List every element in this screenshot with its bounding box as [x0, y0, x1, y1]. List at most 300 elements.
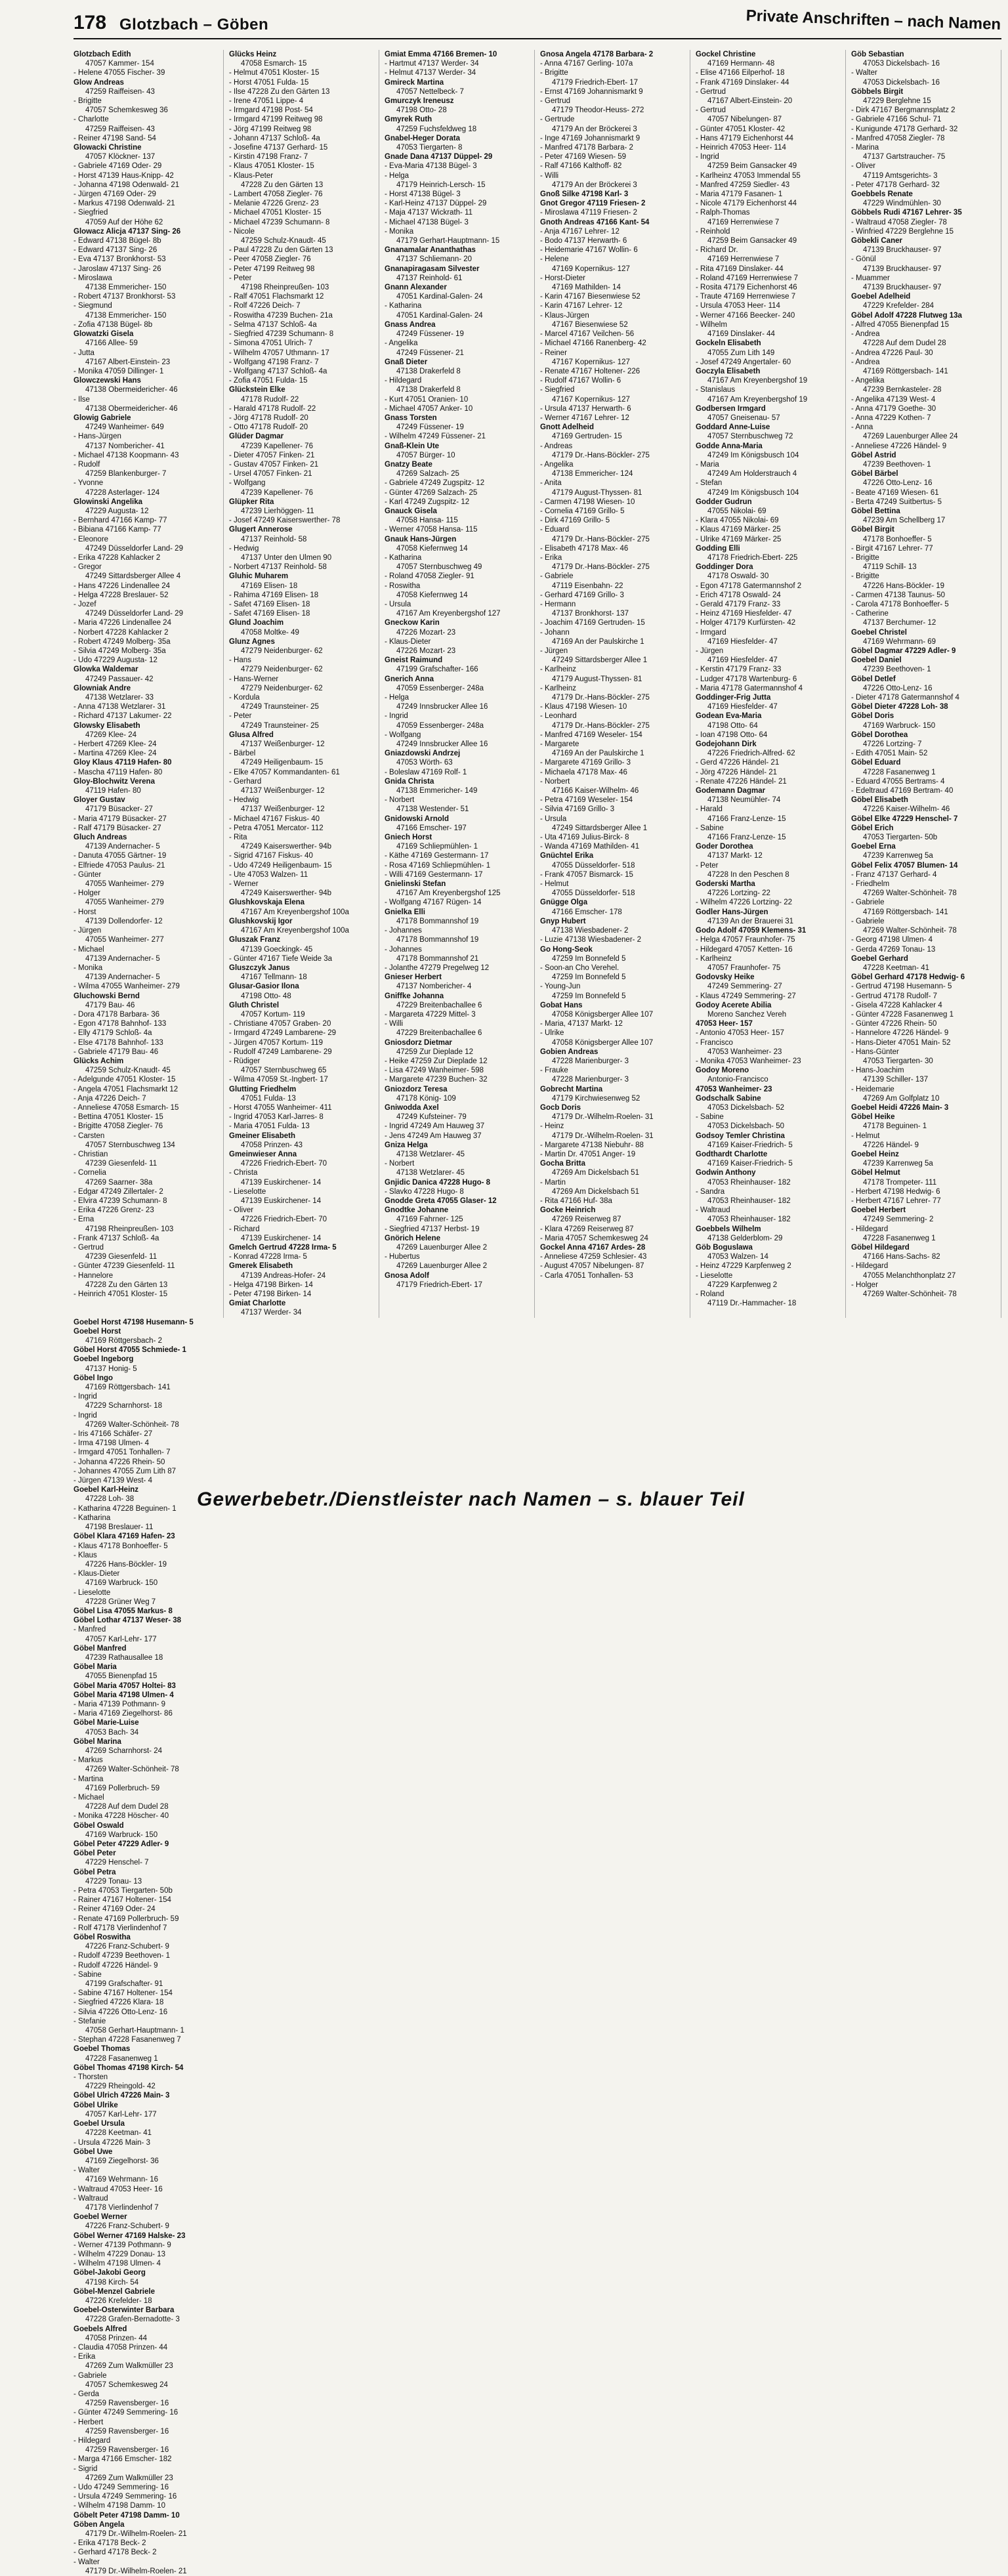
entry-name: Göbel Oswald: [74, 1821, 124, 1830]
directory-entry: [540, 171, 687, 190]
directory-entry: [851, 161, 998, 180]
directory-entry: [385, 1252, 532, 1271]
directory-entry: [74, 395, 220, 413]
directory-entry: [229, 898, 376, 916]
entry-name: - Karin 47167 Lehrer- 12: [540, 302, 623, 310]
entry-name: Goddinger Dora: [696, 563, 753, 572]
directory-entry: [540, 497, 687, 507]
directory-entry: [229, 1290, 376, 1299]
directory-entry: [74, 2492, 221, 2501]
entry-name: - Heidemarie 47167 Wollin- 6: [540, 246, 638, 255]
entry-address: 47178 Bommannshof 21: [396, 954, 479, 963]
entry-name: - Ingrid 47053 Karl-Jarres- 8: [229, 1113, 324, 1122]
entry-address: 47169 Warbruck- 150: [85, 1830, 158, 1839]
entry-name: - Ute 47053 Walzen- 11: [229, 870, 308, 879]
entry-address: 47139 Bruckhauser- 97: [863, 264, 942, 273]
directory-entry: [74, 1392, 221, 1410]
entry-name: - Erika: [540, 553, 562, 562]
entry-address: 47169 Hermann- 48: [707, 60, 775, 68]
entry-address: 47179 An der Bröckerei 3: [552, 180, 637, 189]
directory-entry: [540, 50, 687, 59]
entry-name: Goebel Karl-Heinz: [74, 1486, 139, 1494]
directory-entry: [74, 1951, 221, 1960]
directory-entry: [74, 1057, 220, 1075]
directory-entry: [74, 1187, 220, 1196]
entry-name: - Hannelore 47226 Händel- 9: [851, 1029, 949, 1038]
entry-address: 47169 Röttgersbach- 2: [85, 1337, 162, 1345]
entry-name: - Monika 47228 Höscher- 40: [74, 1812, 169, 1821]
directory-entry: [851, 358, 998, 376]
directory-entry: [851, 730, 998, 749]
directory-entry: [540, 600, 687, 618]
directory-entry: [229, 1206, 376, 1224]
entry-address: 47138 Emmericher- 150: [85, 284, 167, 292]
directory-entry: [851, 190, 998, 208]
entry-name: Göbel-Jakobi Georg: [74, 2269, 146, 2277]
entry-address: 47249 Semmering- 2: [863, 1215, 934, 1224]
directory-entry: [540, 329, 687, 339]
directory-entry: [229, 301, 376, 310]
entry-name: - Oliver: [851, 162, 876, 171]
entry-name: - Christian: [74, 1150, 108, 1158]
directory-entry: [696, 1131, 843, 1150]
entry-address: 47269 Walter-Schönheit- 78: [863, 889, 957, 898]
entry-address: 47059 Auf der Höhe 62: [85, 218, 163, 226]
directory-entry: [540, 348, 687, 367]
entry-name: - Katharina: [385, 302, 422, 310]
directory-entry: [74, 562, 220, 581]
directory-entry: [540, 507, 687, 516]
entry-address: 47053 Rheinhauser- 182: [707, 1178, 791, 1187]
directory-entry: [385, 1057, 532, 1066]
entry-address: 47179 Dr.-Wilhelm-Roelen- 21: [85, 2567, 187, 2575]
entry-name: - Claudia 47058 Prinzen- 44: [74, 2343, 168, 2352]
entry-address: 47051 Kardinal-Galen- 24: [396, 293, 483, 301]
directory-entry: [385, 525, 532, 534]
directory-entry: [540, 1225, 687, 1234]
directory-entry: [851, 320, 998, 329]
directory-entry: [385, 442, 532, 460]
entry-name: - Maria 47179 Büsacker- 27: [74, 814, 167, 823]
entry-name: - Cornelia: [74, 1169, 106, 1177]
entry-address: 47249 Wanheimer- 649: [85, 423, 164, 432]
directory-entry: [696, 1271, 843, 1290]
directory-entry: [74, 227, 220, 236]
entry-name: - Hans-Günter: [851, 1047, 899, 1056]
entry-name: - Dirk 47169 Grillo- 5: [540, 517, 610, 525]
entry-address: 47179 Friedrich-Ebert- 17: [396, 1280, 483, 1289]
directory-entry: [851, 1280, 998, 1299]
directory-entry: [74, 1439, 221, 1448]
entry-name: - Waltraud 47058 Ziegler- 78: [851, 218, 947, 226]
entry-address: 47057 Gneisenau- 57: [707, 413, 780, 422]
entry-name: - Sigrid 47167 Fiskus- 40: [229, 852, 313, 860]
entry-name: - Josef 47249 Kaiserswerther- 78: [229, 517, 341, 525]
directory-entry: [229, 1019, 376, 1028]
entry-name: - Gerda: [74, 2390, 99, 2398]
directory-entry: [229, 1299, 376, 1317]
directory-entry: [851, 1206, 998, 1224]
entry-address: 47228 Keetman- 41: [863, 963, 930, 972]
entry-name: Gneist Raimund: [385, 656, 443, 665]
entry-name: - Hans-Werner: [229, 675, 279, 683]
directory-entry: [74, 1905, 221, 1914]
directory-entry: [74, 908, 220, 926]
entry-address: 47057 Schemkesweg 36: [85, 106, 168, 115]
directory-entry: [229, 954, 376, 963]
directory-entry: [385, 1131, 532, 1141]
directory-entry: [385, 1038, 532, 1057]
directory-entry: [851, 423, 998, 441]
entry-address: 47239 Am Schellberg 17: [863, 517, 946, 525]
entry-name: - Irma 47198 Ulmen- 4: [74, 1439, 150, 1448]
directory-entry: [696, 730, 843, 740]
directory-entry: [74, 926, 220, 944]
directory-entry: [74, 525, 220, 534]
entry-name: - Reinhold: [696, 227, 730, 236]
directory-entry: [696, 87, 843, 106]
directory-entry: [696, 935, 843, 944]
entry-name: Goebel Horst 47198 Husemann- 5: [74, 1318, 194, 1326]
directory-entry: [229, 255, 376, 264]
entry-address: 47119 Amtsgerichts- 3: [863, 171, 938, 180]
entry-name: - Rosa 47169 Schliepmühlen- 1: [385, 861, 491, 870]
directory-entry: [696, 908, 843, 926]
entry-name: - Ralph-Thomas: [696, 209, 750, 217]
entry-name: - Maria, 47137 Markt- 12: [540, 1020, 623, 1028]
directory-entry: [74, 2101, 221, 2119]
entry-address: 47167 Tellmann- 18: [241, 973, 307, 982]
entry-name: - Johannes: [385, 927, 422, 935]
entry-address: 47057 Schemkesweg 24: [85, 2380, 168, 2389]
entry-name: Glushkovskij Igor: [229, 917, 293, 925]
directory-entry: [851, 236, 998, 255]
entry-name: - Franz 47137 Gerhard- 4: [851, 870, 937, 879]
entry-address: 47249 Am Holderstrauch 4: [707, 470, 797, 478]
entry-name: - Johanna 47198 Odenwald- 21: [74, 180, 180, 189]
directory-entry: [696, 1290, 843, 1308]
directory-entry: [74, 264, 220, 274]
entry-address: 47137 Berchumer- 12: [863, 619, 936, 627]
directory-entry: [696, 1066, 843, 1084]
directory-entry: [229, 78, 376, 87]
directory-entry: [74, 199, 220, 208]
entry-name: - Werner 47058 Hansa- 115: [385, 526, 478, 534]
directory-entry: [851, 1066, 998, 1084]
entry-name: - Gertrud 47178 Rudolf- 7: [851, 992, 938, 1000]
entry-name: - Muammer: [851, 274, 890, 282]
directory-entry: [229, 637, 376, 656]
directory-entry: [696, 301, 843, 310]
directory-entry: [540, 1206, 687, 1224]
entry-name: - Peter 47178 Gerhard- 32: [851, 180, 940, 189]
entry-name: - Martina 47269 Klee- 24: [74, 750, 157, 758]
directory-entry: [851, 591, 998, 600]
directory-entry: [74, 1168, 220, 1187]
directory-entry: [74, 656, 220, 665]
directory-entry: [540, 199, 687, 208]
entry-name: - Michael 47138 Bügel- 3: [385, 218, 469, 226]
directory-entry: [696, 339, 843, 357]
entry-name: - Wilma 47055 Wanheimer- 279: [74, 982, 180, 991]
entry-name: - Marina: [851, 144, 879, 152]
directory-entry: [540, 1085, 687, 1103]
directory-column: [540, 50, 690, 1318]
directory-entry: [74, 1215, 220, 1233]
entry-name: - Monika: [385, 227, 414, 236]
entry-address: 47138 Gelderblom- 29: [707, 1234, 783, 1242]
entry-name: - Werner 47139 Pothmann- 9: [74, 2241, 171, 2249]
entry-name: - Richard Dr.: [696, 246, 738, 255]
directory-entry: [74, 2352, 221, 2371]
entry-address: Moreno Sanchez Vereh: [707, 1010, 787, 1019]
directory-entry: [696, 292, 843, 301]
entry-address: 47178 König- 109: [396, 1094, 456, 1103]
entry-address: 47249 Traunsteiner- 25: [241, 703, 319, 711]
directory-entry: [385, 861, 532, 870]
entry-name: - Günter 47269 Salzach- 25: [385, 488, 478, 497]
entry-name: - Gertrude: [540, 116, 575, 124]
entry-name: - Dieter 47057 Finken- 21: [229, 451, 315, 459]
entry-address: 47179 Dr.-Wilhelm-Roelen- 31: [552, 1113, 654, 1122]
entry-name: Goebbels Wilhelm: [696, 1225, 761, 1233]
entry-name: Gniech Horst: [385, 834, 432, 842]
entry-name: Goebels Alfred: [74, 2325, 127, 2333]
directory-entry: [74, 1318, 221, 1327]
entry-name: - Hans-Joachim: [851, 1066, 904, 1075]
entry-address: 47249 Füssener- 19: [396, 330, 464, 339]
entry-name: Göbel Peter: [74, 1849, 116, 1858]
entry-name: - Norbert 47137 Reinhold- 58: [229, 563, 327, 572]
entry-address: 47229 Krefelder- 284: [863, 302, 934, 310]
entry-address: 47259 Raiffeisen- 43: [85, 87, 155, 96]
entry-name: - Otto 47178 Rudolf- 20: [229, 423, 308, 432]
directory-entry: [540, 208, 687, 217]
entry-address: 47055 Wanheimer- 279: [85, 880, 164, 889]
directory-entry: [385, 96, 532, 115]
entry-address: 47058 Esmarch- 15: [241, 60, 307, 68]
entry-address: 47228 Loh- 38: [85, 1495, 135, 1504]
entry-name: Gnyp Hubert: [540, 917, 586, 925]
directory-entry: [74, 1476, 221, 1485]
entry-name: - Michael: [74, 1793, 104, 1802]
directory-entry: [540, 1243, 687, 1252]
entry-name: - Norbert 47228 Kahlacker 2: [74, 628, 169, 637]
directory-entry: [540, 516, 687, 525]
directory-entry: [540, 59, 687, 68]
entry-address: 47259 Beim Gansacker 49: [707, 162, 797, 171]
entry-address: 47137 Reinhold- 61: [396, 274, 463, 282]
directory-entry: [74, 1811, 221, 1821]
directory-entry: [385, 870, 532, 879]
entry-name: Göbel Maria 47198 Ulmen- 4: [74, 1691, 174, 1699]
entry-address: 47178 Trompeter- 111: [863, 1178, 937, 1187]
directory-entry: [851, 1225, 998, 1243]
entry-name: Göbel Bärbel: [851, 470, 898, 478]
entry-name: - Gregor: [74, 563, 102, 572]
entry-address: 47229 Augusta- 12: [85, 507, 149, 515]
entry-address: 47138 Emmericher- 149: [396, 787, 478, 795]
entry-address: 47239 Beethoven- 1: [863, 460, 931, 469]
entry-address: 47058 Königsberger Allee 107: [552, 1010, 654, 1019]
directory-entry: [74, 1196, 220, 1206]
entry-name: - Walter: [74, 2166, 100, 2175]
directory-entry: [540, 161, 687, 171]
entry-address: 47138 Westender- 51: [396, 805, 469, 814]
entry-address: 47269 Walter-Schönheit- 78: [863, 927, 957, 935]
entry-name: Glusar-Gasior Ilona: [229, 982, 299, 991]
entry-name: Gocha Britta: [540, 1160, 586, 1168]
directory-entry: [74, 78, 220, 96]
directory-entry: [540, 525, 687, 543]
directory-entry: [385, 535, 532, 553]
entry-name: - Irmgard 47198 Post- 54: [229, 106, 313, 115]
entry-name: - Sandra: [696, 1187, 725, 1196]
directory-entry: [385, 945, 532, 963]
directory-entry: [74, 2548, 221, 2557]
directory-entry: [385, 376, 532, 394]
entry-name: Gniazdowski Andrzej: [385, 750, 461, 758]
entry-name: Godde Anna-Maria: [696, 442, 763, 450]
directory-entry: [385, 553, 532, 572]
directory-entry: [74, 1271, 220, 1290]
entry-name: - Jürgen: [696, 647, 724, 655]
entry-name: - Zofia 47138 Bügel- 8b: [74, 320, 153, 329]
entry-name: - Udo 47249 Heiligenbaum- 15: [229, 861, 332, 870]
entry-name: Gnidowski Arnold: [385, 814, 449, 823]
entry-address: 47059 Essenberger- 248a: [396, 684, 484, 692]
directory-entry: [385, 190, 532, 199]
entry-name: - Helmut: [540, 880, 569, 889]
entry-address: 47139 Euskirchener- 14: [241, 1178, 322, 1187]
directory-entry: [74, 1700, 221, 1709]
entry-address: 47137 Honig- 5: [85, 1364, 137, 1373]
directory-entry: [229, 656, 376, 674]
entry-name: Goebel Erna: [851, 843, 896, 851]
directory-entry: [385, 618, 532, 637]
directory-entry: [385, 1085, 532, 1103]
entry-name: - Elvira 47239 Schumann- 8: [74, 1196, 167, 1205]
entry-name: Goebel Werner: [74, 2213, 127, 2222]
directory-entry: [696, 842, 843, 860]
directory-entry: [540, 1150, 687, 1159]
entry-name: - Peter: [229, 712, 252, 721]
entry-address: 47178 Bonhoeffer- 5: [863, 535, 932, 543]
entry-name: - Roswitha: [385, 581, 421, 590]
entry-name: Gluchowski Bernd: [74, 992, 140, 1000]
entry-name: - Herbert 47167 Lehrer- 77: [851, 1196, 941, 1205]
directory-entry: [74, 1290, 220, 1299]
entry-name: - Michael 47138 Koopmann- 43: [74, 451, 179, 459]
directory-entry: [74, 2483, 221, 2492]
entry-name: - Renate 47169 Pollerbruch- 59: [74, 1914, 179, 1923]
entry-address: 47057 Sternbuschweg 65: [241, 1066, 327, 1075]
entry-name: Glückstein Elke: [229, 386, 285, 394]
entry-address: 47228 Grafen-Bernadotte- 3: [85, 2315, 180, 2324]
directory-entry: [74, 1868, 221, 1886]
entry-name: - Dirk 47167 Bergmannsplatz 2: [851, 106, 956, 115]
directory-entry: [229, 824, 376, 833]
directory-entry: [385, 926, 532, 944]
directory-entry: [851, 395, 998, 404]
directory-entry: [74, 1028, 220, 1038]
directory-entry: [74, 833, 220, 851]
directory-entry: [540, 227, 687, 236]
entry-name: - Margarete 47239 Buchen- 32: [385, 1076, 488, 1084]
entry-address: 47259 Schulz-Knaudt- 45: [241, 237, 326, 245]
directory-entry: [540, 1196, 687, 1206]
entry-name: Göbel Felix 47057 Blumen- 14: [851, 861, 958, 870]
directory-entry: [74, 2371, 221, 2390]
entry-address: 47053 Dickelsbach- 16: [863, 78, 940, 87]
entry-name: Göbel Adolf 47228 Flutweg 13a: [851, 311, 962, 320]
entry-name: - Waltraud 47053 Heer- 16: [74, 2185, 163, 2193]
directory-entry: [696, 824, 843, 842]
entry-name: - Heinrich 47051 Kloster- 15: [74, 1290, 168, 1299]
entry-name: Göbel Horst 47055 Schmiede- 1: [74, 1346, 186, 1355]
entry-name: - Ingrid: [74, 1393, 97, 1401]
directory-entry: [540, 367, 687, 376]
directory-entry: [851, 404, 998, 413]
entry-name: - Helga: [385, 171, 410, 180]
entry-name: Gobrecht Martina: [540, 1085, 603, 1093]
entry-name: - Hartmut 47137 Werder- 34: [385, 60, 479, 68]
directory-entry: [229, 1225, 376, 1243]
directory-entry: [74, 190, 220, 199]
entry-address: 47259 Beim Gansacker 49: [707, 237, 797, 245]
entry-address: 47139 Andreas-Hofer- 24: [241, 1271, 326, 1280]
entry-name: - Ulrike 47169 Märker- 25: [696, 535, 782, 543]
entry-name: - Martina: [74, 1775, 104, 1783]
entry-address: 47137 Weißenburger- 12: [241, 740, 325, 749]
directory-entry: [229, 1187, 376, 1206]
entry-name: - Silvia 47169 Grillo- 3: [540, 805, 615, 814]
entry-name: Gmerek Elisabeth: [229, 1262, 293, 1271]
directory-entry: [696, 954, 843, 973]
entry-name: Glowczewski Hans: [74, 377, 141, 385]
directory-entry: [540, 218, 687, 227]
entry-name: Göbekli Caner: [851, 237, 902, 245]
entry-name: Göbbels Birgit: [851, 87, 904, 96]
entry-name: - Anna 47179 Goethe- 30: [851, 404, 936, 413]
entry-address: 47057 Sternbuschweg 49: [396, 563, 482, 572]
directory-entry: [385, 600, 532, 618]
entry-name: - Klaus-Dieter: [385, 637, 431, 646]
entry-name: - Hans 47226 Lindenallee 24: [74, 581, 171, 590]
footer-note: Gewerbebetr./Dienstleister nach Namen – s. blauer Teil: [197, 1489, 745, 1510]
entry-name: - Rita 47169 Dinslaker- 44: [696, 264, 784, 273]
directory-entry: [696, 50, 843, 68]
entry-address: 47228 In den Peschen 8: [707, 870, 789, 879]
entry-name: - Wilhelm: [696, 320, 727, 329]
entry-address: 47259 Fuchsfeldweg 18: [396, 125, 477, 133]
entry-address: 47179 Dr.-Hans-Böckler- 275: [552, 451, 650, 459]
directory-entry: [540, 805, 687, 814]
directory-entry: [851, 1150, 998, 1168]
entry-address: 47139 Bruckhauser- 97: [863, 284, 942, 292]
directory-entry: [540, 851, 687, 870]
entry-address: 47259 Im Bonnefeld 5: [552, 992, 626, 1000]
entry-name: - Irene 47051 Lippe- 4: [229, 97, 304, 106]
entry-address: 47138 Wiesbadener- 2: [552, 927, 629, 935]
directory-entry: [696, 600, 843, 609]
directory-entry: [74, 2325, 221, 2343]
directory-entry: [696, 1168, 843, 1187]
directory-entry: [229, 311, 376, 320]
entry-address: 47057 Bürger- 10: [396, 451, 455, 459]
entry-name: - Klaus-Dieter: [74, 1570, 120, 1578]
directory-entry: [385, 50, 532, 59]
